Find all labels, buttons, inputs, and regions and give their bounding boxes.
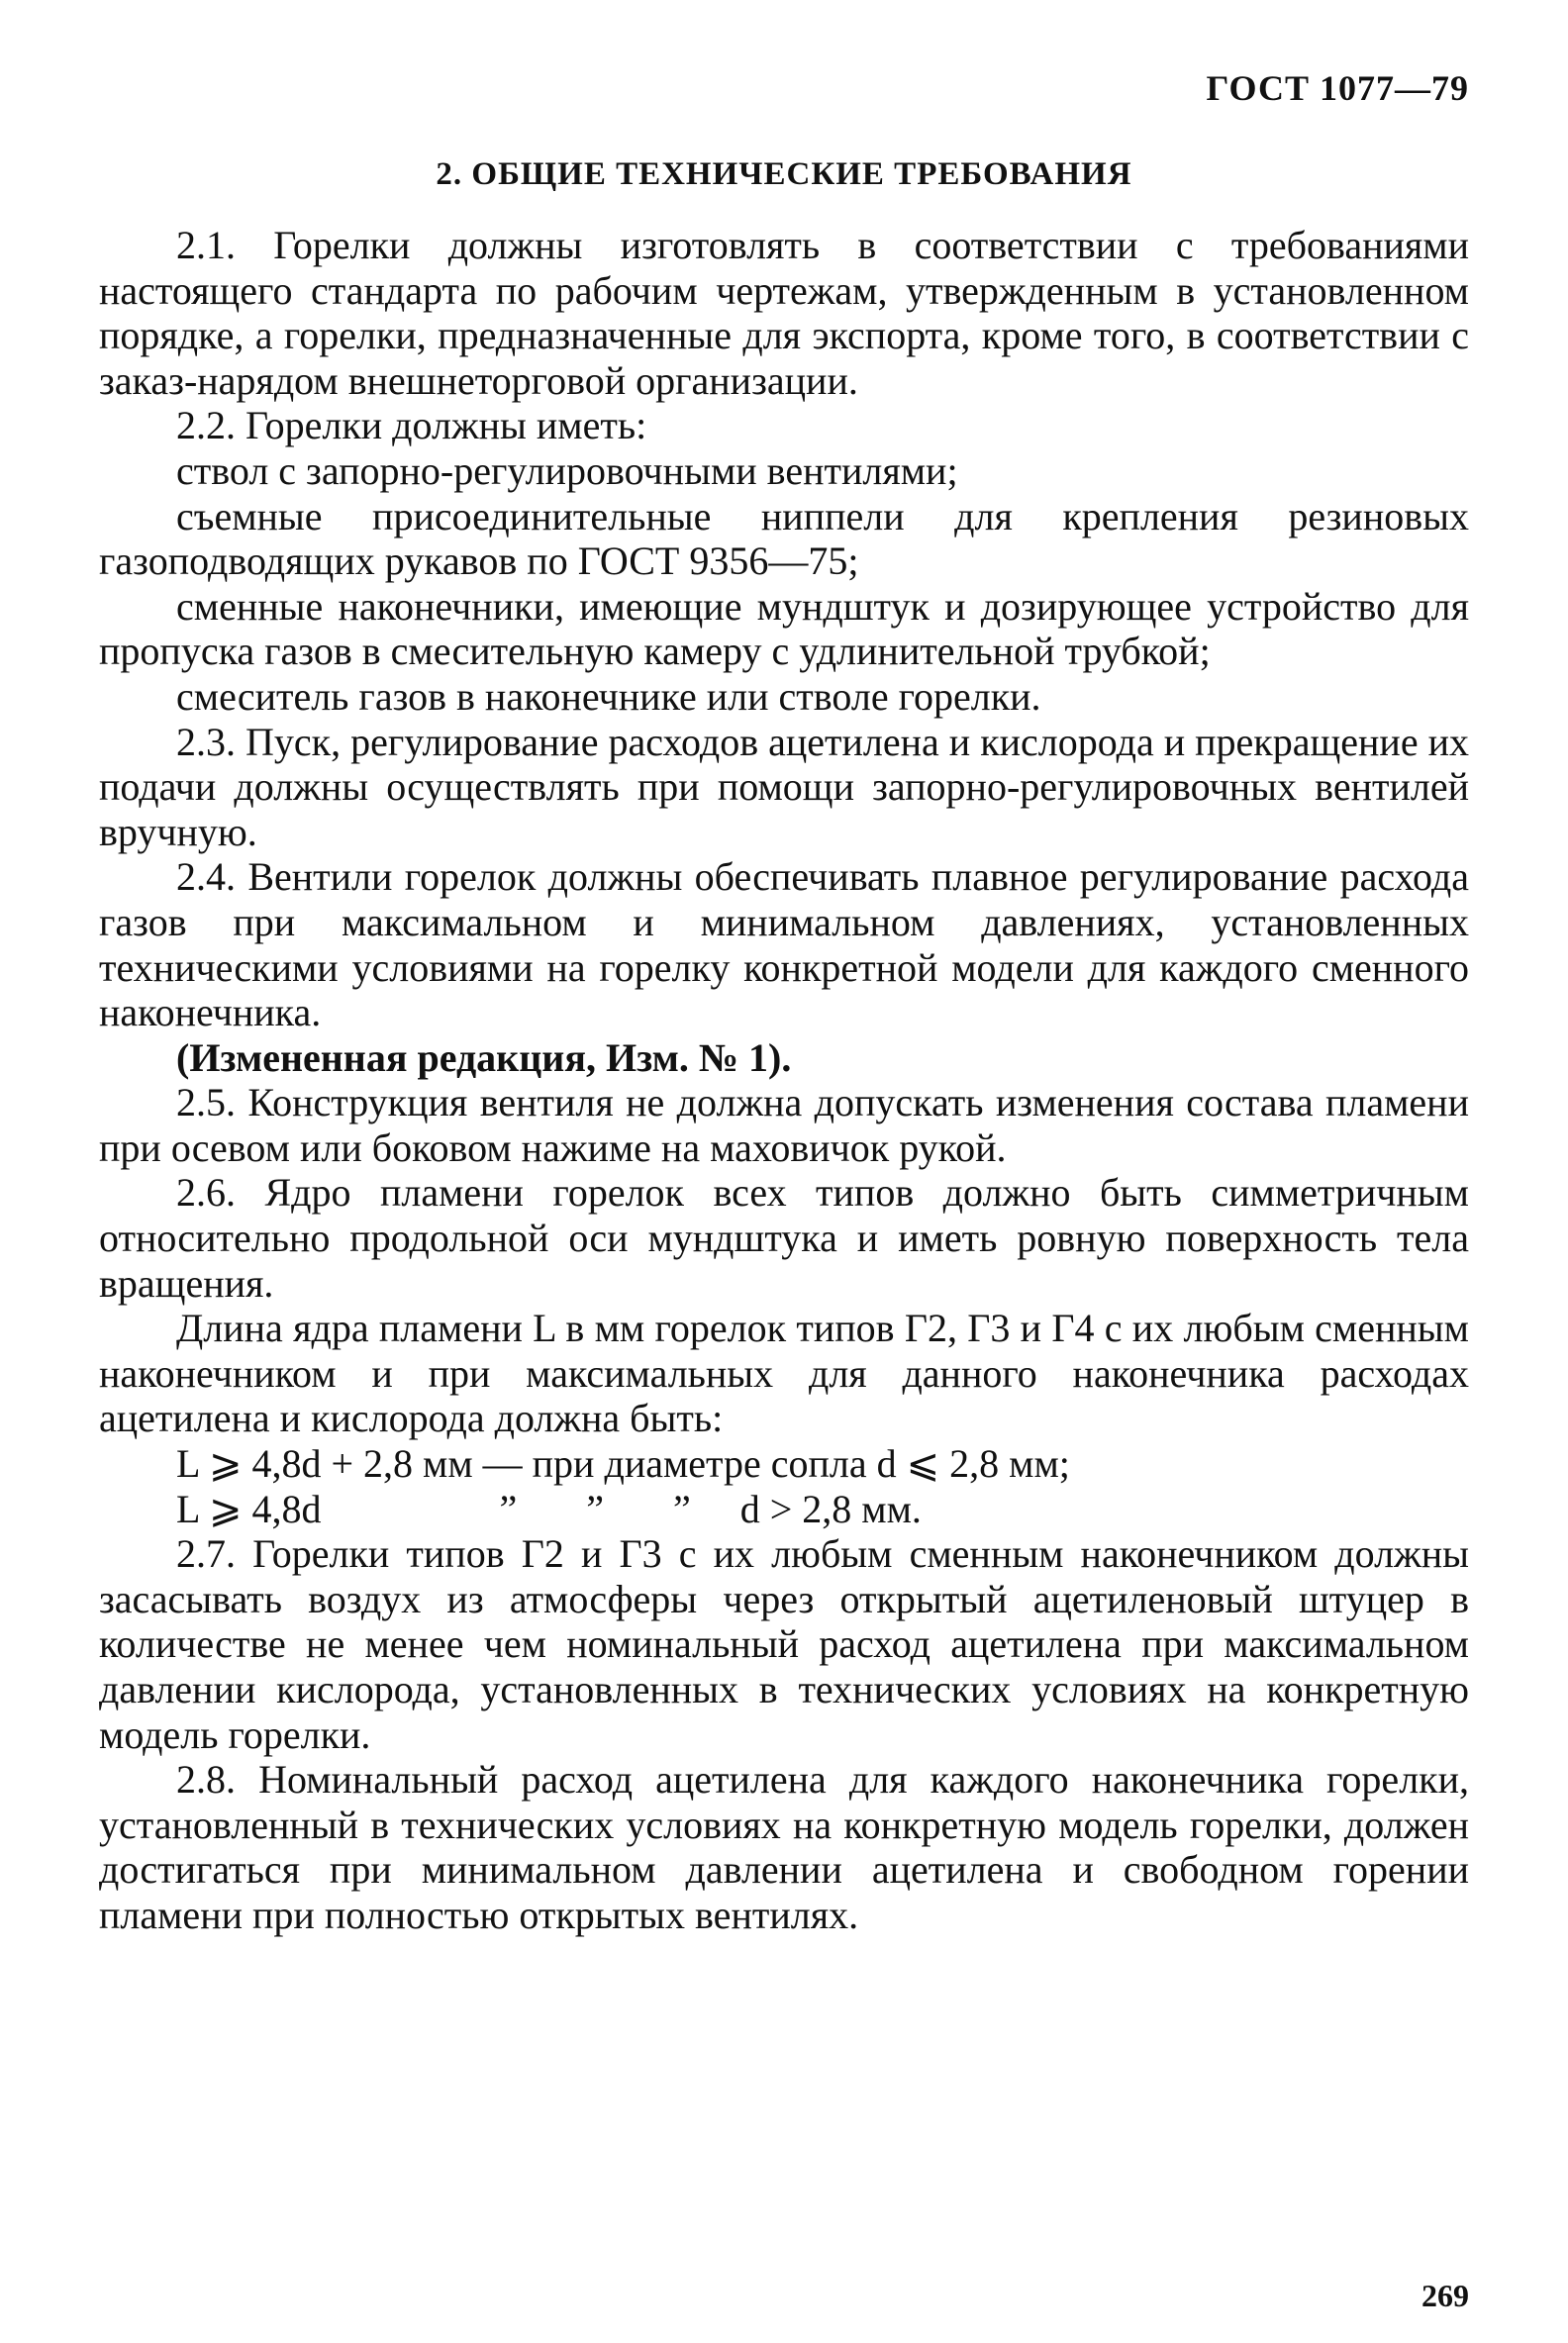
list-item-tips: сменные наконечники, имеющие мундштук и дозирующее устройство для пропуска газов в смесительную камеру с удлинительной трубкой; (99, 583, 1469, 674)
amendment-note: (Измененная редакция, Изм. № 1). (176, 1034, 792, 1080)
body-text (99, 223, 1469, 1938)
paragraph-2-6-length: Длина ядра пламени L в мм горелок типов Г2, Г3 и Г4 с их любым сменным наконечником и при максимальных для данного наконечника расходах ацетилена и кислорода должна быть: (99, 1306, 1469, 1441)
paragraph-2-8: 2.8. Номинальный расход ацетилена для каждого наконечника горелки, установленный в технических условиях на конкретную модель горелки, должен достигаться при минимальном давлении ацетилена и свободном горении пламени при полностью открытых вентилях. (99, 1757, 1469, 1937)
list-item-mixer: смеситель газов в наконечнике или стволе горелки. (176, 673, 1041, 719)
paragraph-2-4: 2.4. Вентили горелок должны обеспечивать плавное регулирование расхода газов при максимальном и минимальном давлениях, установленных техническими условиями на горелку конкретной модели для каждого сменного наконечника. (99, 854, 1469, 1035)
formula-line-2: L ⩾ 4,8d ” ” ” d > 2,8 мм. (176, 1486, 922, 1531)
paragraph-2-3: 2.3. Пуск, регулирование расходов ацетилена и кислорода и прекращение их подачи должны осуществлять при помощи запорно-регулировочных вентилей вручную. (99, 719, 1469, 854)
page-number: 269 (1421, 2278, 1469, 2313)
paragraph-2-6: 2.6. Ядро пламени горелок всех типов должно быть симметричным относительно продольной оси мундштука и иметь ровную поверхность тела вращения. (99, 1170, 1469, 1306)
paragraph-2-1: 2.1. Горелки должны изготовлять в соответствии с требованиями настоящего стандарта по рабочим чертежам, утвержденным в установленном порядке, а горелки, предназначенные для экспорта, кроме того, в соответствии с заказ-нарядом внешнеторговой организации. (99, 223, 1469, 403)
paragraph-2-2: 2.2. Горелки должны иметь: (176, 403, 647, 448)
formula-line-1: L ⩾ 4,8d + 2,8 мм — при диаметре сопла d ⩽ 2,8 мм; (176, 1441, 1070, 1487)
section-title: 2. ОБЩИЕ ТЕХНИЧЕСКИЕ ТРЕБОВАНИЯ (436, 156, 1132, 192)
document-code-header: ГОСТ 1077—79 (1206, 68, 1469, 108)
paragraph-2-7: 2.7. Горелки типов Г2 и Г3 с их любым сменным наконечником должны засасывать воздух из атмосферы через открытый ацетиленовый штуцер в количестве не менее чем номинальный расход ацетилена при максимальном давлении кислорода, установленных в технических условиях на конкретную модель горелки. (99, 1531, 1469, 1757)
list-item-nipples: съемные присоединительные ниппели для крепления резиновых газоподводящих рукавов по ГОСТ 9356—75; (99, 493, 1469, 584)
document-page (99, 57, 1469, 2314)
list-item-barrel: ствол с запорно-регулировочными вентилями; (176, 447, 958, 493)
paragraph-2-5: 2.5. Конструкция вентиля не должна допускать изменения состава пламени при осевом или боковом нажиме на маховичок рукой. (99, 1080, 1469, 1170)
